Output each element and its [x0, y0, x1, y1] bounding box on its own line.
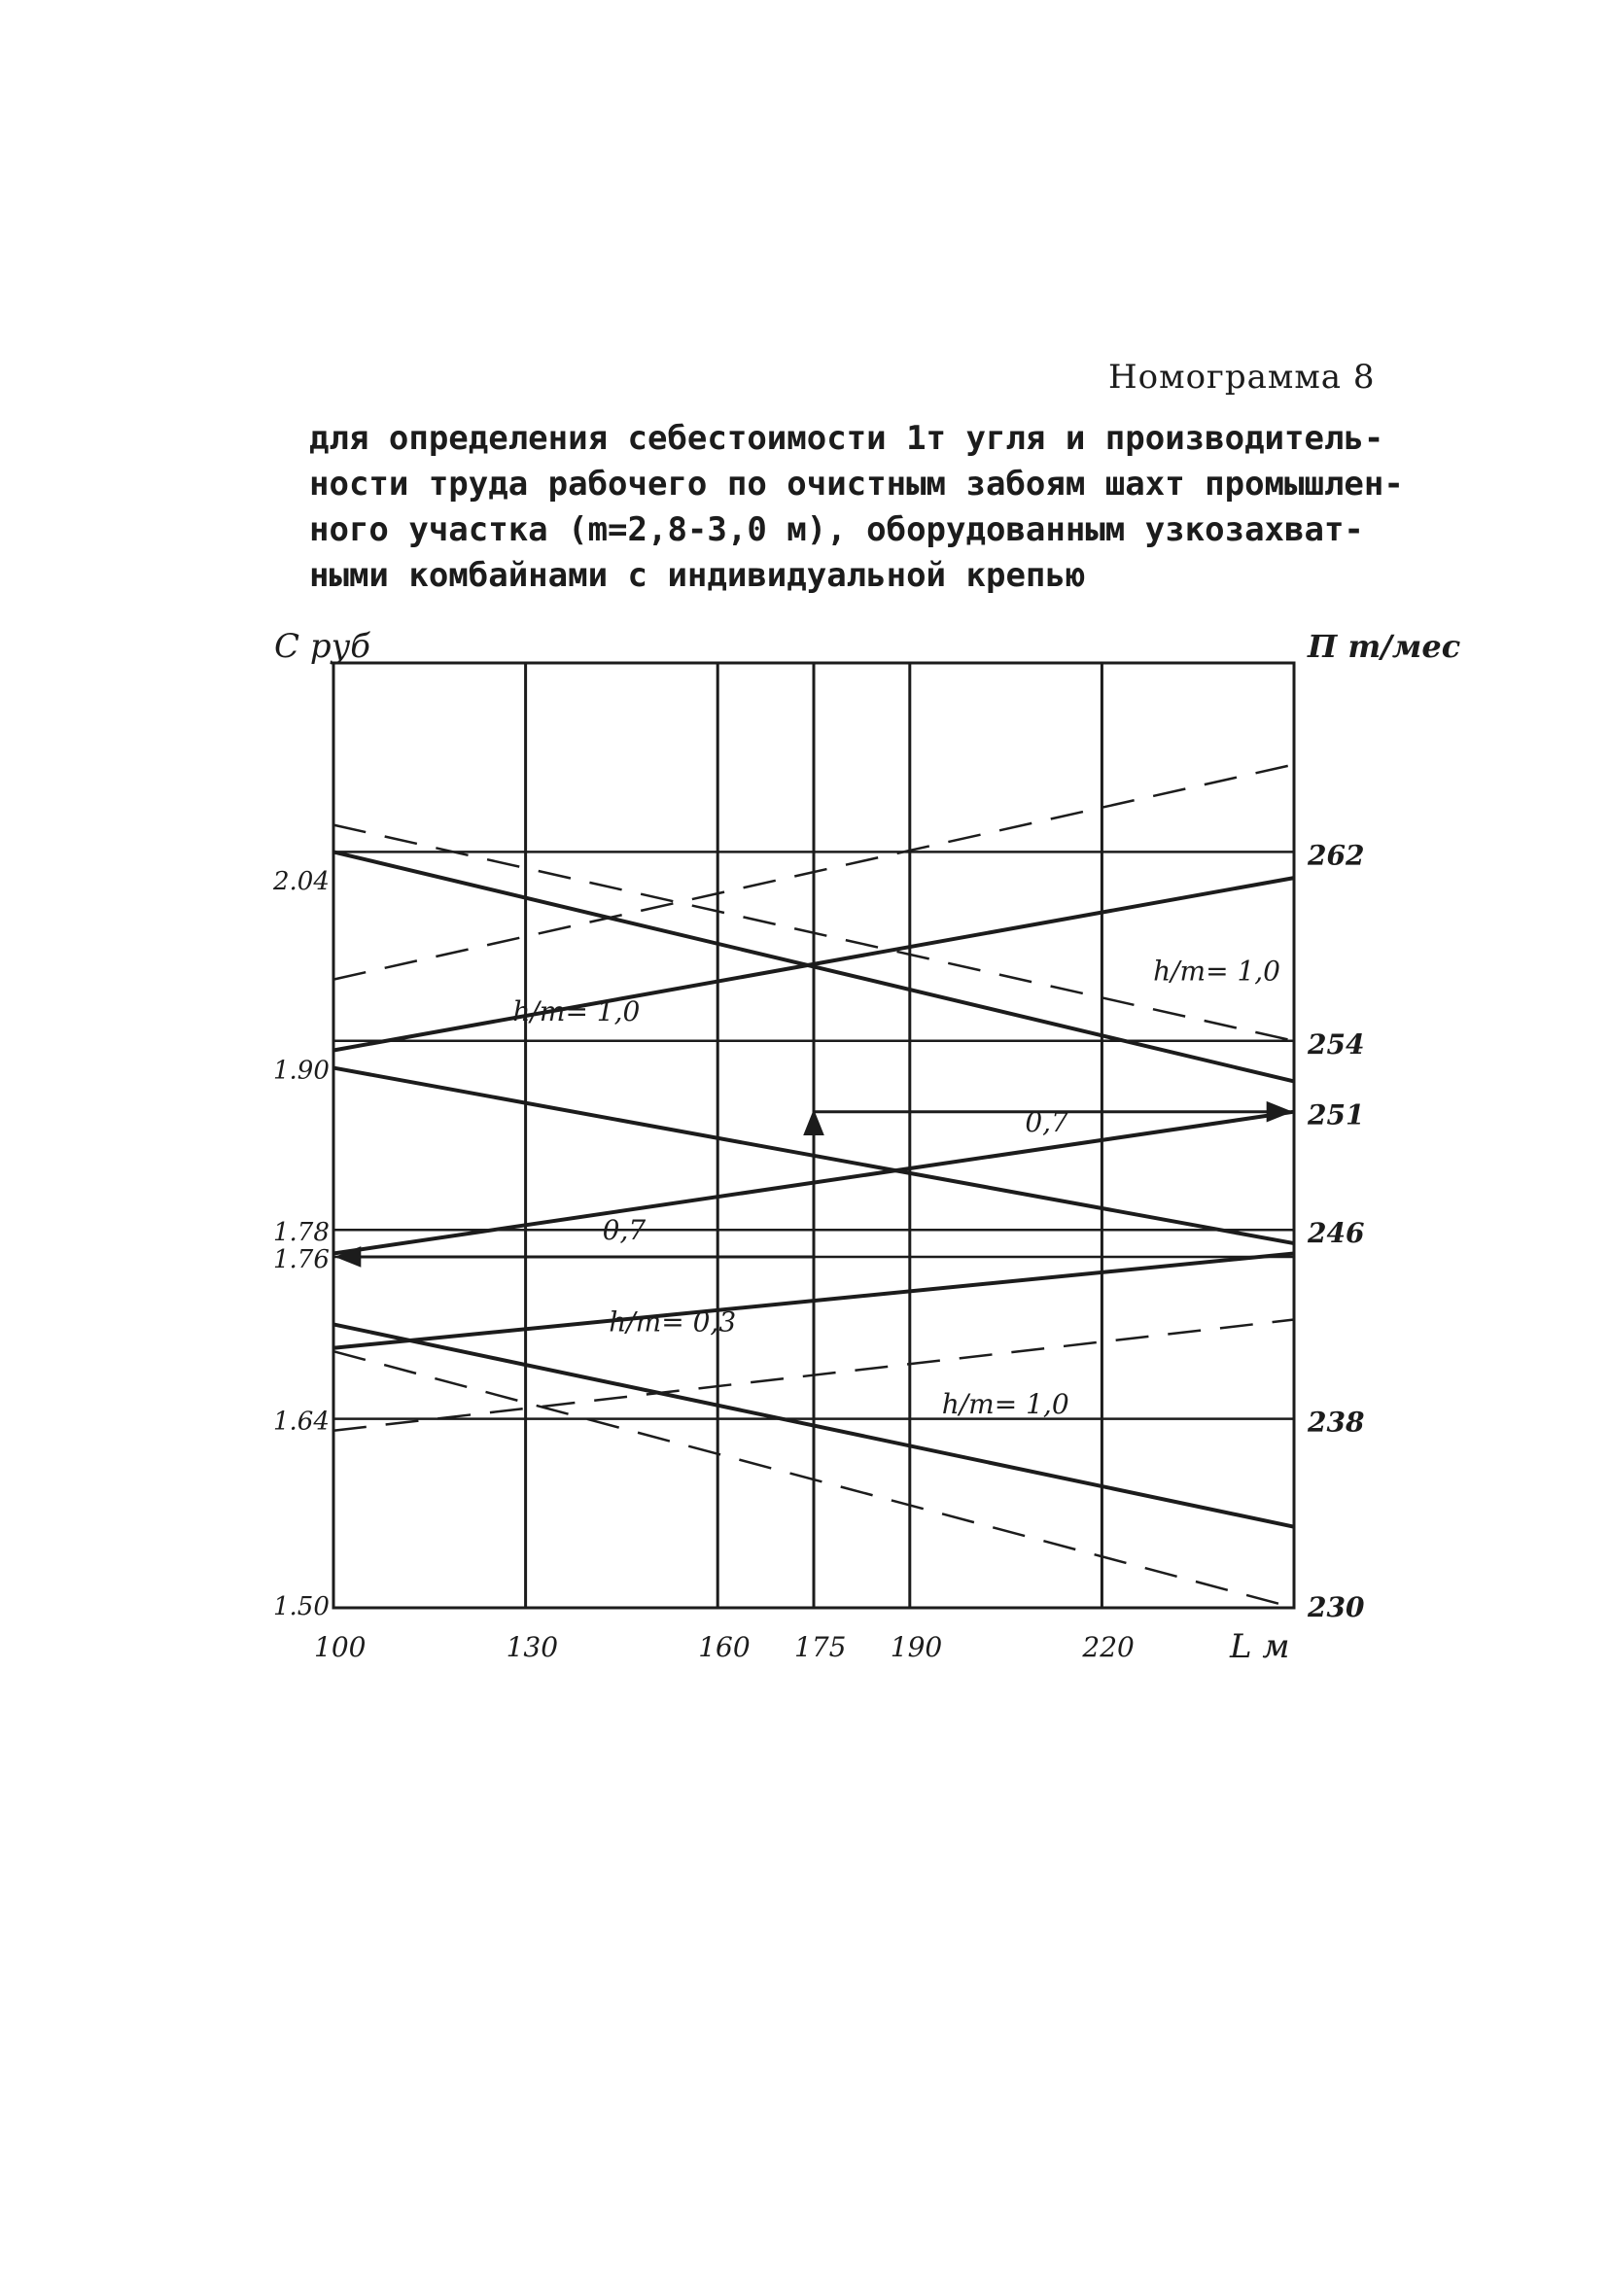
left-tick-label: 1.90 [273, 1056, 330, 1086]
right-tick-label: 254 [1308, 1027, 1365, 1061]
caption-line: ности труда рабочего по очистным забоям шахт промышлен- [309, 465, 1404, 504]
left-tick-label: 1.50 [273, 1592, 330, 1621]
caption-line: для определения себестоимости 1т угля и производитель- [309, 419, 1384, 458]
series-annotation: h/m= 0,3 [609, 1305, 737, 1339]
caption-line: ного участка (m=2,8-3,0 м), оборудованным узкозахват- [309, 510, 1364, 549]
x-tick-label: 100 [314, 1631, 367, 1663]
series-annotation: h/m= 1,0 [941, 1388, 1069, 1421]
left-tick-label: 1.76 [273, 1244, 330, 1274]
x-axis-label: L м [1230, 1627, 1290, 1666]
right-tick-label: 246 [1308, 1217, 1365, 1250]
nomogram-title: Номограмма 8 [1108, 358, 1376, 397]
series-annotation: 0,7 [1025, 1105, 1068, 1138]
x-tick-label: 190 [890, 1631, 943, 1663]
x-tick-label: 160 [698, 1631, 751, 1663]
x-tick-label: 175 [794, 1631, 847, 1663]
left-tick-label: 1.64 [273, 1407, 330, 1437]
series-annotation: 0,7 [602, 1213, 647, 1246]
left-tick-label: 2.04 [273, 867, 330, 897]
x-tick-label: 130 [506, 1631, 559, 1663]
y-axis-left-label: С руб [274, 627, 371, 666]
caption-line: ными комбайнами с индивидуальной крепью [309, 556, 1086, 595]
series-annotation: h/m= 1,0 [512, 994, 641, 1027]
y-axis-right-label: П т/мес [1308, 628, 1461, 665]
left-tick-label: 1.78 [273, 1218, 330, 1248]
right-tick-label: 262 [1308, 839, 1365, 872]
right-tick-label: 230 [1308, 1591, 1365, 1623]
right-tick-label: 251 [1308, 1098, 1365, 1131]
x-tick-label: 220 [1082, 1631, 1135, 1663]
series-annotation: h/m= 1,0 [1153, 955, 1281, 988]
right-tick-label: 238 [1308, 1406, 1365, 1439]
